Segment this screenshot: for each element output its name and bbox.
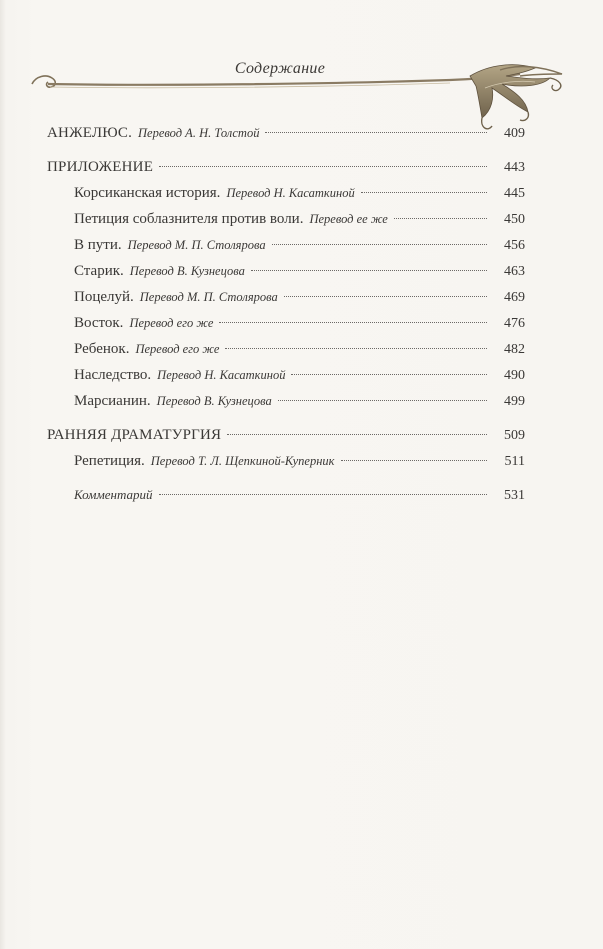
dot-leader [219,322,487,323]
toc-entry-title: Марсианин. [74,393,151,409]
dot-leader [278,400,487,401]
dot-leader [225,348,487,349]
toc-entry[interactable] [47,157,525,177]
toc-entry-translator: Перевод Т. Л. Щепкиной-Куперник [150,454,335,468]
dot-leader [265,132,487,133]
toc-entry-page-number: 531 [504,488,525,503]
toc-entry-title: РАННЯЯ ДРАМАТУРГИЯ [47,427,222,443]
toc-entry-title: В пути. [74,237,122,253]
dot-leader [291,374,487,375]
dot-leader [394,218,487,219]
toc-entry-title: Восток. [74,315,124,331]
toc-entry-title: Репетиция. [74,453,145,469]
toc-entry-page-number: 482 [504,342,525,357]
dot-leader [159,166,487,167]
toc-entry[interactable] [74,339,525,359]
toc-entry[interactable] [74,365,525,385]
toc-entry-page-number: 499 [504,394,525,409]
toc-entry-page-number: 511 [504,454,525,469]
dot-leader [272,244,487,245]
toc-entry-title: Комментарий [74,487,153,502]
toc-entry[interactable] [47,123,525,143]
toc-entry[interactable] [74,209,525,229]
dot-leader [227,434,487,435]
toc-entry-translator: Перевод ее же [309,212,388,226]
dot-leader [251,270,487,271]
dot-leader [361,192,487,193]
toc-entry[interactable] [74,313,525,333]
toc-entry-page-number: 476 [504,316,525,331]
toc-entry-translator: Перевод А. Н. Толстой [138,126,260,140]
dot-leader [159,494,487,495]
toc-entry[interactable] [74,451,525,471]
toc-entry-title: АНЖЕЛЮС. [47,125,133,141]
toc-entry-page-number: 509 [504,428,525,443]
toc-entry-translator: Перевод его же [129,316,214,330]
toc-entry-translator: Перевод М. П. Столярова [139,290,278,304]
dot-leader [341,460,487,461]
toc-entry-title: Старик. [74,263,124,279]
toc-entry-title: Поцелуй. [74,289,134,305]
toc-entry-translator: Перевод В. Кузнецова [156,394,272,408]
toc-entry[interactable] [74,261,525,281]
page-title: Содержание [234,60,326,77]
toc-entry-page-number: 456 [504,238,525,253]
toc-entry-translator: Перевод Н. Касаткиной [226,186,355,200]
toc-entry-page-number: 463 [504,264,525,279]
toc-entry-translator: Перевод В. Кузнецова [129,264,245,278]
toc-entry-page-number: 490 [504,368,525,383]
toc-entry[interactable] [74,183,525,203]
toc-entry-translator: Перевод Н. Касаткиной [157,368,286,382]
toc-entry-page-number: 469 [504,290,525,305]
toc-entry-title: Корсиканская история. [74,185,221,201]
dot-leader [284,296,487,297]
toc-entry-translator: Перевод его же [135,342,220,356]
toc-entry-page-number: 445 [504,186,525,201]
toc-entry[interactable] [47,425,525,445]
toc-entry[interactable] [74,235,525,255]
toc-entry[interactable] [74,391,525,411]
toc-entry-title: Наследство. [74,367,152,383]
toc-entry-translator: Перевод М. П. Столярова [127,238,266,252]
toc-entry-page-number: 450 [504,212,525,227]
toc-entry-title: Петиция соблазнителя против воли. [74,211,304,227]
toc-entry[interactable] [74,485,525,505]
toc-entry-page-number: 409 [504,126,525,141]
toc-entry-page-number: 443 [504,160,525,175]
toc-entry-title: Ребенок. [74,341,130,357]
toc-entry[interactable] [74,287,525,307]
toc-entry-title: ПРИЛОЖЕНИЕ [47,159,154,175]
